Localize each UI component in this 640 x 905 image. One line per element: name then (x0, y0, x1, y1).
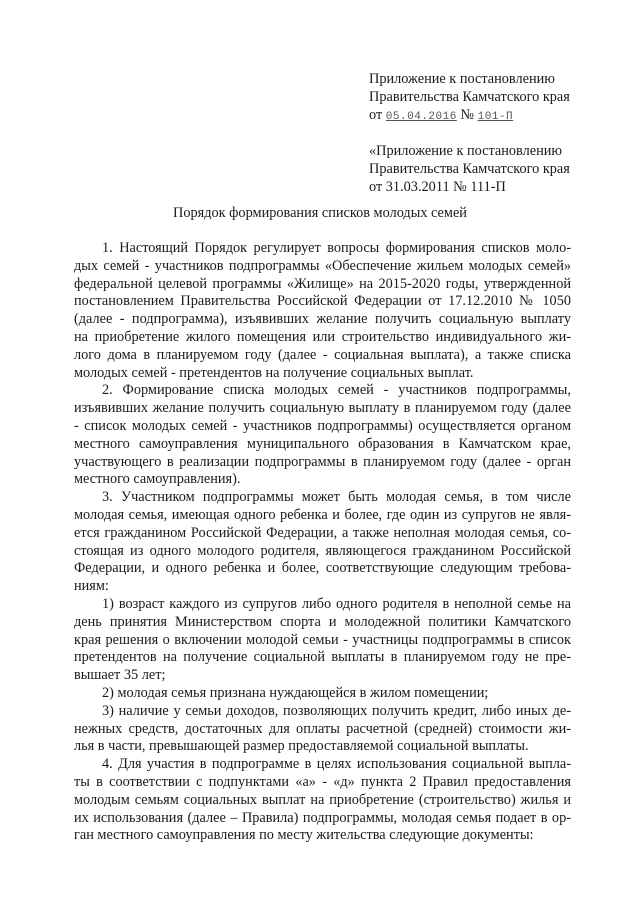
text-line: Федерации, и одного ребенка и более, соответствующие следующим требова- (74, 560, 571, 577)
text-line: нежных средств, достаточных для оплаты расчетной (средней) стоимости жи- (74, 720, 571, 737)
text-line: постановлением Правительства Российской Федерации от 17.12.2010 № 1050 (74, 293, 571, 310)
text-line: 1. Настоящий Порядок регулирует вопросы формирования списков моло- (102, 240, 571, 256)
document-title: Порядок формирования списков молодых семей (173, 205, 467, 221)
paragraph-3-item-3 (74, 703, 571, 756)
text-line: ган местного самоуправления по месту жительства следующие документы: (74, 827, 534, 844)
text-line: 4. Для участия в подпрограмме в целях использования социальной выпла- (102, 756, 571, 773)
text-line: местного самоуправления муниципального образования в Камчатском крае, (74, 435, 571, 452)
appendix-original-block (369, 142, 629, 196)
appendix-line-1: Приложение к постановлению (369, 71, 555, 87)
paragraph-4 (74, 756, 571, 845)
text-line: молодым семьям социальных выплат на приобретение (строительство) жилья и (74, 791, 571, 808)
text-line: лого дома в планируемом году (далее - социальная выплата), а также списка (74, 346, 571, 363)
text-line: ниям: (74, 578, 109, 595)
text-line: - список молодых семей - участников подпрограммы) осуществляется органом (74, 417, 571, 434)
text-line: участвующего в реализации подпрограммы в планируемом году (далее - орган (74, 453, 571, 470)
appendix-date-line (369, 106, 629, 126)
paragraph-3 (74, 489, 571, 596)
text-line: молодая семья, имеющая одного ребенка и более, где один из супругов не явля- (74, 506, 571, 523)
text-line: 3) наличие у семьи доходов, позволяющих получить кредит, либо иных де- (102, 702, 571, 719)
text-line: федеральной целевой программы «Жилище» на 2015-2020 годы, утвержденной (74, 275, 571, 292)
number-prefix: № (460, 107, 475, 123)
text-line: ется гражданином Российской Федерации, а также неполная молодая семья, со- (74, 524, 571, 541)
appendix-current-block (369, 70, 629, 126)
document-body (74, 240, 571, 845)
text-line: 3. Участником подпрограммы может быть молодая семья, в том числе (102, 489, 571, 506)
paragraph-1 (74, 240, 571, 382)
appendix-line-2: Правительства Камчатского края (369, 89, 570, 105)
text-line: местного самоуправления). (74, 471, 241, 488)
text-line: края решения о включении молодой семьи - участницы подпрограммы в список (74, 631, 571, 648)
text-line: стоящая из одного молодого родителя, являющегося гражданином Российской (74, 542, 571, 559)
text-line: их использования (далее – Правила) подпрограммы, молодая семья подает в ор- (74, 809, 571, 826)
appendix-original-line-2: Правительства Камчатского края (369, 161, 570, 177)
appendix-original-line-3: от 31.03.2011 № 111-П (369, 179, 506, 195)
text-line: ты в соответствии с подпунктами «а» - «д» пункта 2 Правил предоставления (74, 773, 571, 790)
date-stamp: 05.04.2016 (385, 111, 457, 123)
text-line: претендентов на получение социальной выплаты в планируемом году не пре- (74, 649, 571, 666)
text-line: 1) возраст каждого из супругов либо одного родителя в неполной семье на (102, 595, 571, 612)
text-line: молодых семей - претендентов на получение социальных выплат. (74, 364, 474, 381)
text-line: на приобретение жилого помещения или строительство индивидуального жи- (74, 328, 571, 345)
text-line: 2. Формирование списка молодых семей - участников подпрограммы, (102, 382, 571, 399)
text-line: (далее - подпрограмма), изъявивших желание получить социальную выплату (74, 311, 571, 328)
paragraph-3-item-2 (74, 685, 571, 703)
text-line: лья в части, превышающей размер предоставляемой социальной выплаты. (74, 738, 529, 755)
appendix-original-line-1: «Приложение к постановлению (369, 143, 563, 159)
text-line: 2) молодая семья признана нуждающейся в жилом помещении; (102, 684, 489, 701)
paragraph-3-item-1 (74, 596, 571, 685)
paragraph-2 (74, 382, 571, 489)
text-line: изъявивших желание получить социальную выплату в планируемом году (далее (74, 400, 571, 417)
text-line: день принятия Министерством спорта и молодежной политики Камчатского (74, 613, 571, 630)
from-prefix: от (369, 107, 383, 123)
text-line: вышает 35 лет; (74, 667, 166, 684)
number-stamp: 101-П (477, 111, 514, 123)
text-line: дых семей - участников подпрограммы «Обеспечение жильем молодых семей» (74, 257, 571, 274)
